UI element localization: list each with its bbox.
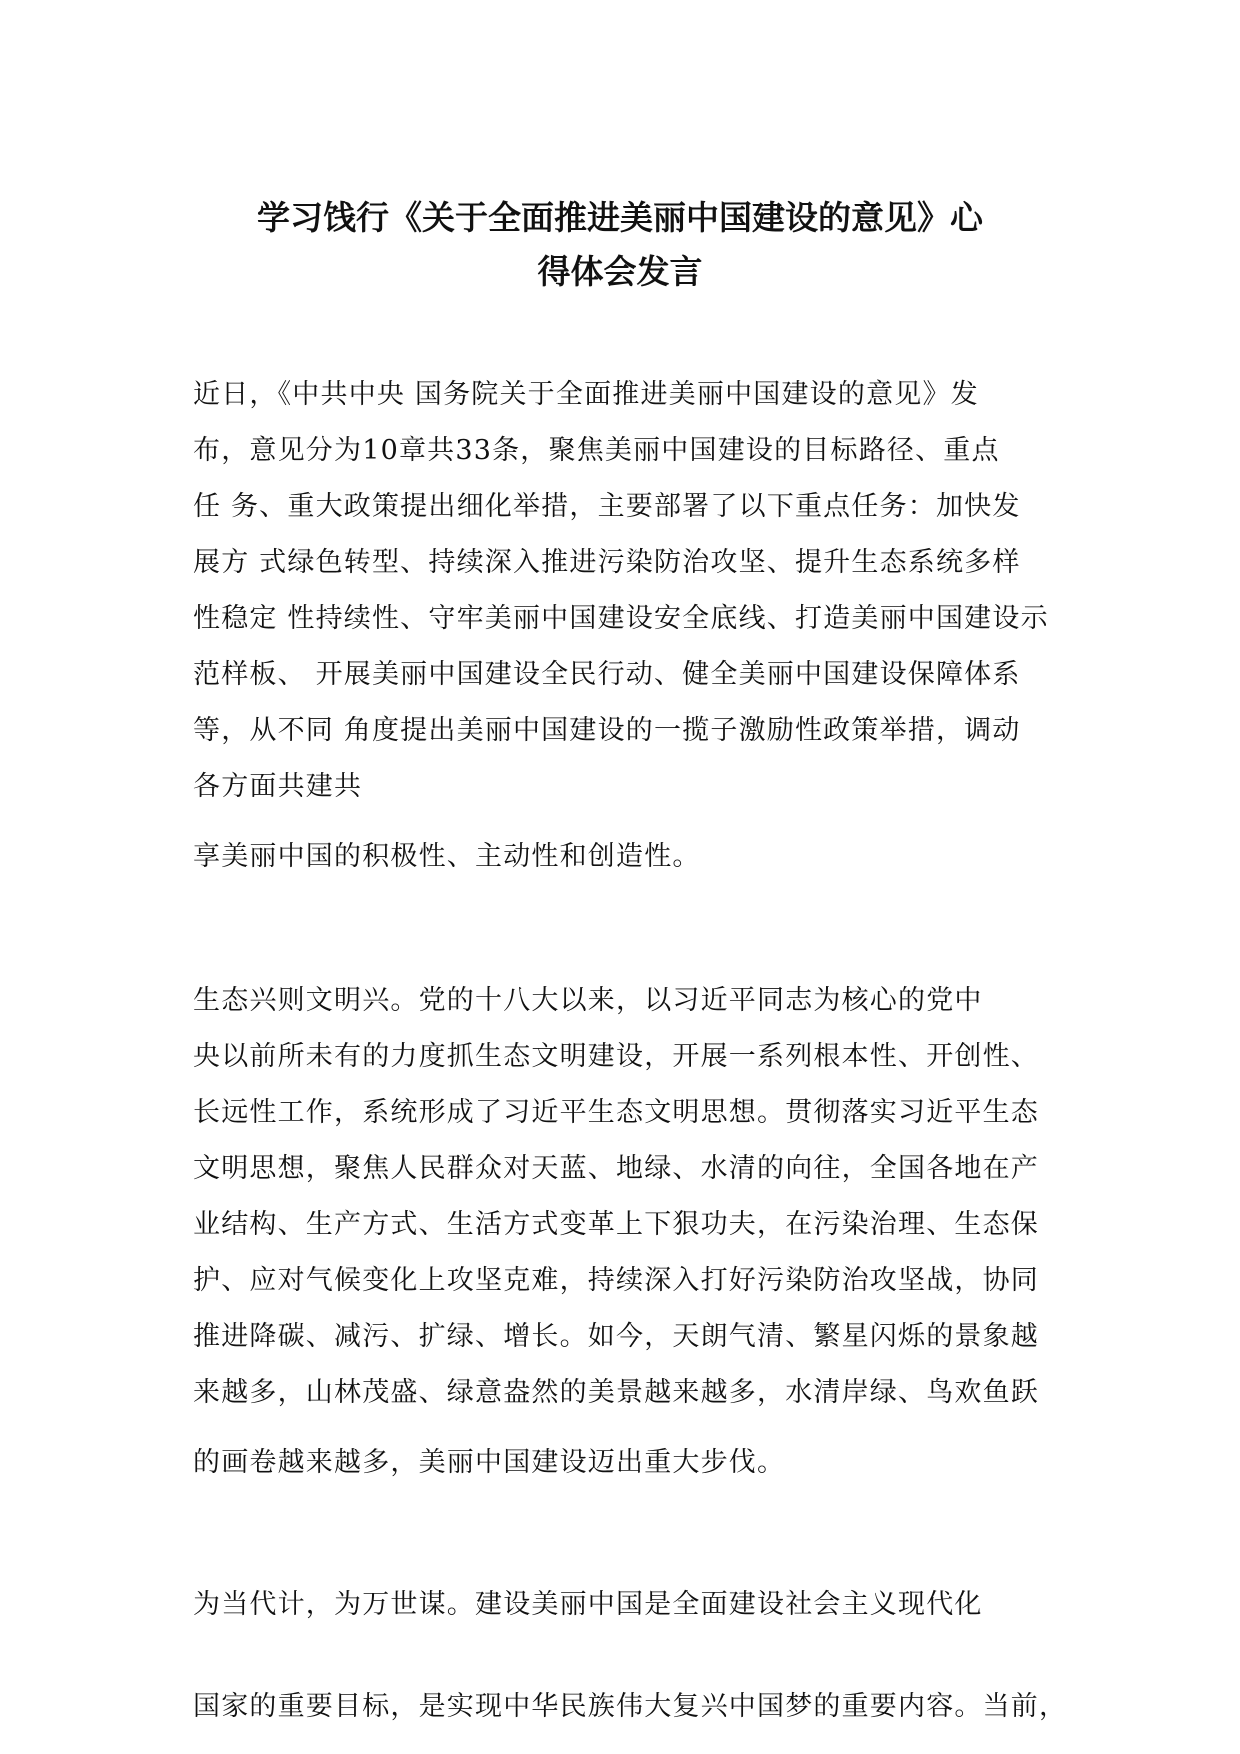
- paragraph-2-line-9: 的画卷越来越多，美丽中国建设迈出重大步伐。: [193, 1447, 786, 1478]
- paragraph-2-line-4: 文明思想，聚焦人民群众对天蓝、地绿、水清的向往，全国各地在产: [193, 1153, 1039, 1184]
- paragraph-1-line-7: 等，从不同 角度提出美丽中国建设的一揽子激励性政策举措，调动: [193, 715, 1021, 746]
- paragraph-1-line-6: 范样板、 开展美丽中国建设全民行动、健全美丽中国建设保障体系: [193, 659, 1021, 690]
- paragraph-3-line-2: 国家的重要目标，是实现中华民族伟大复兴中国梦的重要内容。当前，: [193, 1691, 1068, 1722]
- paragraph-2-line-3: 长远性工作，系统形成了习近平生态文明思想。贯彻落实习近平生态: [193, 1097, 1039, 1128]
- paragraph-1-line-2: 布，意见分为10章共33条，聚焦美丽中国建设的目标路径、重点: [193, 435, 1000, 466]
- paragraph-3-line-1: 为当代计，为万世谋。建设美丽中国是全面建设社会主义现代化: [193, 1589, 983, 1620]
- paragraph-1-line-3: 任 务、重大政策提出细化举措，主要部署了以下重点任务：加快发: [193, 491, 1021, 522]
- paragraph-2-line-6: 护、应对气候变化上攻坚克难，持续深入打好污染防治攻坚战，协同: [193, 1265, 1039, 1296]
- paragraph-1-line-8: 各方面共建共: [193, 771, 363, 802]
- document-title-line-2: 得体会发言: [537, 252, 703, 291]
- paragraph-2-line-1: 生态兴则文明兴。党的十八大以来，以习近平同志为核心的党中: [193, 985, 983, 1016]
- paragraph-1-line-5: 性稳定 性持续性、守牢美丽中国建设安全底线、打造美丽中国建设示: [193, 603, 1049, 634]
- paragraph-2-line-2: 央以前所未有的力度抓生态文明建设，开展一系列根本性、开创性、: [193, 1041, 1039, 1072]
- paragraph-1-line-1: 近日，《中共中央 国务院关于全面推进美丽中国建设的意见》发: [193, 379, 979, 410]
- paragraph-1-line-4: 展方 式绿色转型、持续深入推进污染防治攻坚、提升生态系统多样: [193, 547, 1021, 578]
- paragraph-1-tail: 享美丽中国的积极性、主动性和创造性。: [193, 841, 701, 872]
- paragraph-2-line-8: 来越多，山林茂盛、绿意盎然的美景越来越多，水清岸绿、鸟欢鱼跃: [193, 1377, 1039, 1408]
- document-title-line-1: 学习饯行《关于全面推进美丽中国建设的意见》心: [257, 198, 983, 237]
- paragraph-2-line-5: 业结构、生产方式、生活方式变革上下狠功夫，在污染治理、生态保: [193, 1209, 1039, 1240]
- paragraph-2-line-7: 推进降碳、减污、扩绿、增长。如今，天朗气清、繁星闪烁的景象越: [193, 1321, 1039, 1352]
